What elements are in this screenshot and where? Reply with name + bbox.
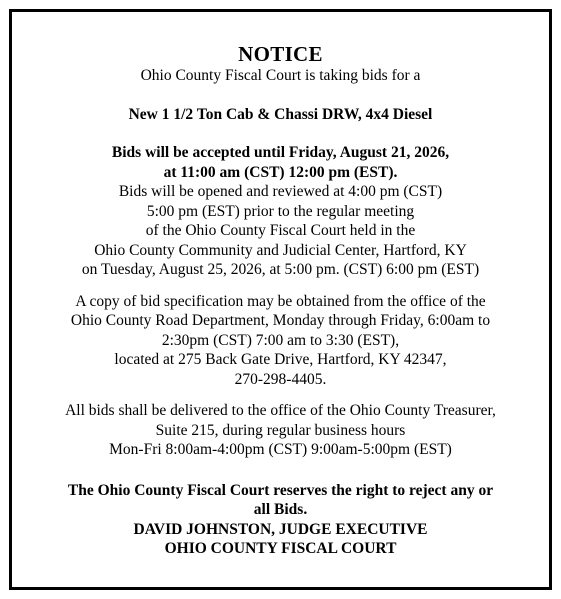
- signature-organization: OHIO COUNTY FISCAL COURT: [164, 540, 397, 557]
- opening-line: Bids will be opened and reviewed at 4:00 pm (CST): [118, 183, 443, 200]
- bid-opening: [12, 182, 549, 280]
- delivery-line: All bids shall be delivered to the office of the Ohio County Treasurer,: [65, 402, 496, 419]
- opening-line: 5:00 pm (EST) prior to the regular meeting: [146, 202, 415, 220]
- specification-line: A copy of bid specification may be obtained from the office of the: [75, 292, 486, 310]
- reservation-line: all Bids.: [253, 501, 308, 518]
- notice-body: [12, 42, 549, 559]
- deadline-line: Bids will be accepted until Friday, August 21, 2026,: [111, 144, 450, 161]
- notice-intro: Ohio County Fiscal Court is taking bids for a: [140, 67, 421, 84]
- bid-item: New 1 1/2 Ton Cab & Chassi DRW, 4x4 Diesel: [128, 105, 433, 123]
- specification-line: located at 275 Back Gate Drive, Hartford, KY 42347,: [114, 351, 447, 368]
- signature-name: DAVID JOHNSTON, JUDGE EXECUTIVE: [133, 520, 428, 538]
- specification-line: 270-298-4405.: [234, 370, 327, 388]
- notice-title: NOTICE: [238, 42, 323, 66]
- opening-line: of the Ohio County Fiscal Court held in the: [145, 222, 416, 239]
- specification-line: 2:30pm (CST) 7:00 am to 3:30 (EST),: [161, 331, 400, 349]
- bid-deadline: [12, 143, 549, 182]
- notice-border: [9, 9, 552, 590]
- specification-line: Ohio County Road Department, Monday through Friday, 6:00am to: [70, 312, 491, 329]
- reservation-line: The Ohio County Fiscal Court reserves the right to reject any or: [67, 481, 494, 499]
- opening-line: Ohio County Community and Judicial Center, Hartford, KY: [94, 241, 467, 259]
- delivery-line: Suite 215, during regular business hours: [155, 421, 406, 439]
- specification-paragraph: [12, 292, 549, 390]
- reservation-paragraph: [12, 481, 549, 520]
- opening-line: on Tuesday, August 25, 2026, at 5:00 pm. (CST) 6:00 pm (EST): [81, 261, 480, 278]
- delivery-paragraph: [12, 401, 549, 460]
- deadline-line: at 11:00 am (CST) 12:00 pm (EST).: [163, 163, 398, 181]
- signature-block: [12, 520, 549, 559]
- delivery-line: Mon-Fri 8:00am-4:00pm (CST) 9:00am-5:00pm (EST): [109, 441, 452, 458]
